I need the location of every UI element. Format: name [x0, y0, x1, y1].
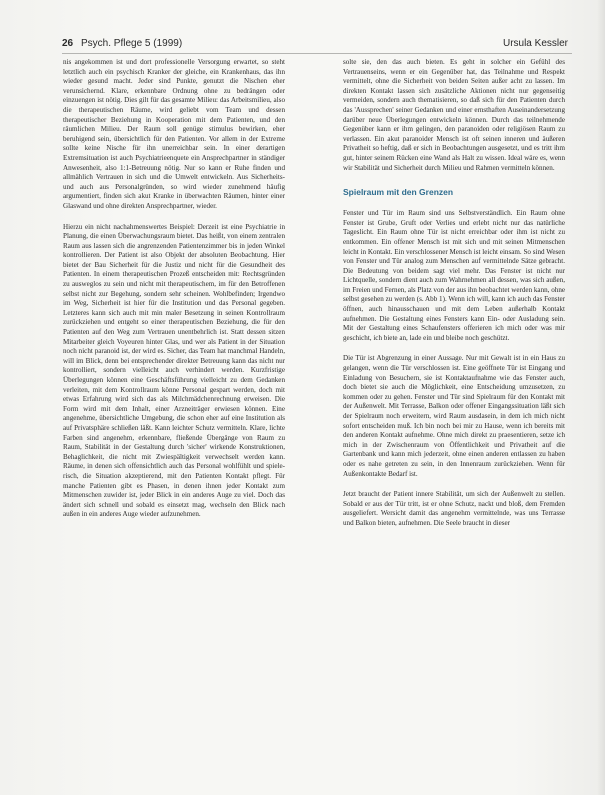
page-number: 26 [62, 38, 74, 49]
right-column [343, 58, 565, 748]
body-paragraph: Die Tür ist Abgrenzung in einer Aussage. Nur mit Gewalt ist in ein Haus zu gelangen, wenn die Tür verschlossen ist. Eine geöffnete Tür ist Eingang und Einladung von Besuchern, sie ist Kontaktaufnahme wie das Fenster auch, doch bietet sie auch die Möglichkeit, eine Entscheidung umzusetzen, zu kommen oder zu gehen. Fenster und Tür sind Spielraum für den Kontakt mit der Außenwelt. Mit Terrasse, Balkon oder offener Eingangssituation läßt sich der Spielraum noch erweitern, wird Raum ausdasein, in dem ich mich nicht sofort entscheiden muß. Ich bin noch bei mir zu Hause, wenn ich bereits mit den anderen Kontakt aufnehme. Ohne mich direkt zu praesentieren, setze ich mich in der Zwischenraum von Öffentlichkeit und Privatheit auf die Gartenbank und kann mich jederzeit, ohne einen anderen entlassen zu haben oder es nahe getreten zu sein, in den Innenraum zurückziehen. Wenn für Außenkontakte Bedarf ist. [343, 354, 565, 478]
author-name: Ursula Kessler [502, 38, 568, 49]
left-column [63, 58, 285, 758]
journal-citation: Psych. Pflege 5 (1999) [81, 38, 183, 49]
body-paragraph: Hierzu ein nicht nachahmenswertes Beispiel: Derzeit ist eine Psychiatrie in Planung, die einen Überwachungsraum bietet. Das heißt, von einem zentralen Raum aus lassen sich die angrenzenden Patientenzimmer bis in jeden Winkel kontrollieren. Der Patient ist also Objekt der absoluten Beobachtung. Hier bietet der Bau Sicherheit für die Justiz und nicht für die Gesundheit des Patienten. In einem therapeutischen Prozeß entscheiden mit: Rechtsgründen zu ausweglos zu sein und nicht mit therapeutischem, im für den Betroffenen selbst nicht zur Begehung, sondern sehr scheinen. Wohlbefinden; Irgendwo im Weg, Sicherheit ist hier für die Institution und das Personal gegeben. Letzteres kann sich auch mit min maler Besetzung in seinen Kontrollraum zurückziehen und entgeht so einer therapeutischen Beziehung, die für den Patienten auf den Weg zum Vertrauen unentbehrlich ist. Statt dessen sitzen Mitarbeiter gleich Voyeuren hinter Glas, und wer als Patient in der Situation noch nicht paranoid ist, der wird es. Sicher, das Team hat manchmal Handeln, will im Blick, denn bei entsprechender direkter Betreuung kann das nicht nur kontrolliert, sondern vielleicht auch verhindert werden. Kurzfristige Überlegungen können eine Geschäftsführung vielleicht zu dem Gedanken verleiten, mit dem Kontrollraum könne Personal gespart werden, doch mit etwas Erfahrung wird sich das als Milchmädchenrechnung erweisen. Die Form wird mit dem Inhalt, einer Arzneiträger erwiesen können. Eine angenehme, übersichtliche Umgebung, die schon eher auf eine Institution als auf Privatsphäre schließen läßt. Kann leichter Schutz vermitteln. Klare, lichte Farben sind angenehm, erkennbare, fließende Übergänge von Raum zu Raum, Stabilität in der Gestaltung durch 'sicher' wirkende Konstruktionen, Behaglichkeit, die nicht mit Zwiespältigkeit verwechselt werden kann. Räume, in denen sich offensichtlich auch das Personal wohlfühlt und spiele-risch, die Situation akzeptierend, mit den Patienten Kontakt pflegt. Für manche Patienten gibt es Phasen, in denen ihnen jeder Kontakt zum Mitmenschen zuwider ist, jeder Blick in ein anderes Auge zu viel. Doch das ändert sich schnell und sobald es einsetzt mag, wechseln den Blick nach außen in ein anderes Auge wieder aufzunehmen. [63, 222, 285, 519]
body-paragraph: Fenster und Tür im Raum sind uns Selbstverständlich. Ein Raum ohne Fenster ist Grube, Gruft oder Verlies und erlebt nicht nur das natürliche Tageslicht. Ein Raum ohne Tür ist nicht erreichbar oder ihm ist nicht zu entkommen. Ein offener Mensch ist mit sich und mit seinen Mitmenschen leicht in Kontakt. Ein verschlossener Mensch ist leicht einsam. So sind Wesen von Fenster und Tür analog zum Menschen auf vermittelnde Sätze gebracht. Die Bedeutung von beidem sagt viel mehr. Das Fenster ist nicht nur Lichtquelle, sondern dient auch zum Wahrnehmen all dessen, was sich außen, im Freien und Fernen, als Platz von der aus ihn beobachtet werden kann, ohne selbst gesehen zu werden (s. Abb 1). Wenn ich will, kann ich auch das Fenster öffnen, auch hinausschauen und mit dem Leben außerhalb Kontakt aufnehmen. Die Gestaltung eines Fensters kann Ein- oder Ausladung sein. Mit der Gestaltung eines Schaufensters offerieren ich mich oder was mir geschicht, ich biete an, lade ein und bleibe noch geschützt. [343, 209, 565, 342]
body-paragraph: solte sie, den das auch bieten. Es geht in solcher ein Gefühl des Vertrauenseins, wenn er ein Gegenüber hat, das Teilnahme und Respekt vermittelt, ohne die Sicherheit von beiden Seiten außer acht zu lassen. Im direkten Kontakt lassen sich zusätzliche Aktionen nicht nur gegenseitig vermeiden, sondern auch thematisieren, so daß sich für den Patienten durch das 'Aussprechen' seiner Gedanken und einer ernsthaften Auseinandersetzung darüber neue Überlegungen entwickeln können. Durch das teilnehmende Gegenüber kann er ihm gelingen, den paranoiden oder religiösen Raum zu verlassen. Ein akut paranoider Mensch ist oft seinen inneren und äußeren Privatheit so heftig, daß er sich in Beobachtungen ausgesetzt, und es tritt ihm gut, hinter seinem Rücken eine Wand als Halt zu wissen. Ideal wäre es, wenn wir Stabilität und Sicherheit durch Milieu und Rahmen vermitteln können. [343, 58, 565, 172]
paragraph-gap [343, 479, 565, 490]
body-paragraph: Jetzt braucht der Patient innere Stabilität, um sich der Außenwelt zu stellen. Sobald er aus der Tür tritt, ist er ohne Schutz, nackt und bloß, dem Fremden ausgeliefert. Wersicht damit das angenehm vermittelnde, was uns Terrasse und Balkon bieten, aufnehmen. Die Seele braucht in dieser [343, 490, 565, 527]
running-header [62, 38, 582, 52]
scan-shadow [597, 0, 605, 795]
paragraph-gap [63, 212, 285, 223]
section-heading: Spielraum mit den Grenzen [343, 187, 454, 198]
header-rule [62, 53, 572, 54]
paragraph-gap [343, 343, 565, 354]
body-paragraph: nis angekommen ist und dort professionelle Versorgung erwartet, so steht letztlich auch ein psychisch Kranker der gleiche, ein Krankenhaus, das ihn wieder gesund macht. Jeder sind Punkte, genutzt die Nischen eher verunsichernd. Klare, erkennbare Ordnung ohne zu bedrängen oder einzuengen ist nötig. Dies gilt für das gesamte Milieu: das Arbeitsmilieu, also die therapeutischen Räume, wird geliebt vom Team und dessen therapeutischer Beziehung in Kooperation mit dem Patienten, und den räumlichen Milieu. Der Raum soll genüge stimulus bewirken, eher beruhigend sein, übersichtlich für den Patienten. Vor allem in der Extreme sollte keine Nische für ihn unerreichbar sein. In einer derartigen Extremsituation ist auch Psychiatrieenquete ein Ansprechpartner in ständiger Anwesenheit, also 1:1-Betreuung nötig. Nur so kann er Ruhe finden und allmählich Vertrauen in sich und die Umwelt entwickeln. Aus Sicherheits- und auch aus Personalgründen, so wird wieder zunehmend häufig argumentiert, finden sich akut Kranke in überwachten Räumen, hinter einer Glaswand und ohne direkten Ansprechpartner, wieder. [63, 58, 285, 210]
